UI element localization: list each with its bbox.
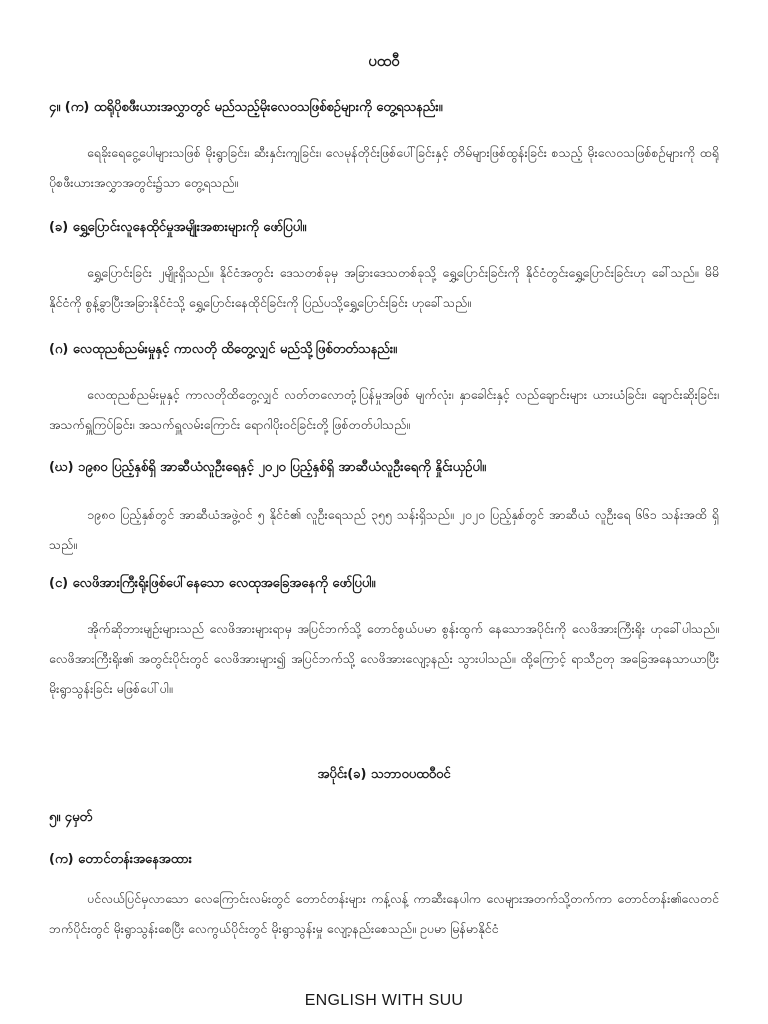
page-title: ပထဝီ <box>368 52 400 70</box>
question-5-label: ၅။ ၄မှတ် <box>49 810 93 825</box>
question-b-answer: ရွှေ့ပြောင်းခြင်း ၂မျိုးရှိသည်။ နိုင်ငံအတွင်း ဒေသတစ်ခုမှ အခြားဒေသတစ်ခုသို့ ရွှေ့ပြောင်းခြင်းကို နိုင်ငံတွင်းရွှေ့ပြောင်းခြင်းဟု ခေါ်သည်။ မိမိနိုင်ငံကို စွန့်ခွာပြီးအခြားနိုင်ငံသို့ ရွှေ့ပြောင်းနေထိုင်ခြင်းကို ပြည်ပသို့ရွှေ့ပြောင်းခြင်း ဟုခေါ်သည်။ <box>49 265 719 310</box>
question-4-heading: ၄။ (က) ထရိုပိုစဖီးယားအလွှာတွင် မည်သည့်မိုးလေဝသဖြစ်စဉ်များကို တွေ့ရသနည်း။ <box>49 100 443 115</box>
sub-question-a-answer: ပင်လယ်ပြင်မှလာသော လေကြောင်းလမ်းတွင် တောင်တန်းများ ကန့်လန့် ကာဆီးနေပါက လေများအတက်သို့တက်ကာ တောင်တန်း၏လေတင်ဘက်ပိုင်းတွင် မိုးရွာသွန်းစေပြီး လေကွယ်ပိုင်းတွင် မိုးရွာသွန်းမှု လျော့နည်းစေသည်။ ဥပမာ မြန်မာနိုင်ငံ <box>49 891 719 936</box>
section-heading: အပိုင်း(ခ) သဘာဝပထဝီဝင် <box>317 767 451 782</box>
question-ng-heading: (င) လေဖိအားကြီးရိုးဖြစ်ပေါ်နေသော လေထုအခြေအနေကို ဖော်ပြပါ။ <box>49 576 376 591</box>
question-b-heading: (ခ) ရွှေ့ပြောင်းလူနေထိုင်မှုအမျိုးအစားများကို ဖော်ပြပါ။ <box>49 220 307 235</box>
question-g-heading: (ဂ) လေထုညစ်ညမ်းမှုနှင့် ကာလတို ထိတွေ့လျှင် မည်သို့ဖြစ်တတ်သနည်း။ <box>49 342 398 357</box>
question-g-answer: လေထုညစ်ညမ်းမှုနှင့် ကာလတိုထိတွေ့လျှင် လတ်တလောတုံ့ပြန်မှုအဖြစ် မျက်လုံး၊ နှာခေါင်းနှင့် လည်ချောင်းများ ယားယံခြင်း၊ ချောင်းဆိုးခြင်း၊ အသက်ရှူကြပ်ခြင်း၊ အသက်ရှူလမ်းကြောင်း ရောဂါပိုးဝင်ခြင်းတို့ ဖြစ်တတ်ပါသည်။ <box>49 387 719 432</box>
question-ng-answer: အိုက်ဆိုဘားမျဉ်းများသည် လေဖိအားများရာမှ အပြင်ဘက်သို့ တောင်စွယ်ပမာ စွန်းထွက် နေသောအပိုင်းကို လေဖိအားကြီးရိုး ဟုခေါ်ပါသည်။ လေဖိအားကြီးရိုး၏ အတွင်းပိုင်းတွင် လေဖိအားများ၍ အပြင်ဘက်သို့ လေဖိအားလျော့နည်း သွားပါသည်။ ထို့ကြောင့် ရာသီဥတု အခြေအနေသာယာပြီး မိုးရွာသွန်းခြင်း မဖြစ်ပေါ်ပါ။ <box>49 621 719 696</box>
question-gh-answer: ၁၉၈၀ ပြည့်နှစ်တွင် အာဆီယံအဖွဲ့ဝင် ၅ နိုင်ငံ၏ လူဦးရေသည် ၃၅၅ သန်းရှိသည်။ ၂၀၂၀ ပြည့်နှစ်တွင် အာဆီယံ လူဦးရေ ၆၆၁ သန်းအထိ ရှိသည်။ <box>49 507 719 552</box>
sub-question-a-heading: (က) တောင်တန်းအနေအထား <box>49 852 192 867</box>
question-gh-heading: (ဃ) ၁၉၈၀ ပြည့်နှစ်ရှိ အာဆီယံလူဦးရေနှင့် ၂၀၂၀ ပြည့်နှစ်ရှိ အာဆီယံလူဦးရေကို နှိုင်းယှဉ်ပါ။ <box>49 460 487 475</box>
question-4-answer: ရေခိုးရေငွေ့ပေါများသဖြစ် မိုးရွာခြင်း၊ ဆီးနှင်းကျခြင်း၊ လေမုန်တိုင်းဖြစ်ပေါ်ခြင်းနှင့် တိမ်များဖြစ်ထွန်းခြင်း စသည့် မိုးလေဝသဖြစ်စဉ်များကို ထရိုပိုစဖီးယားအလွှာအတွင်း၌သာ တွေ့ရသည်။ <box>49 145 719 190</box>
footer-brand: ENGLISH WITH SUU <box>304 992 464 1009</box>
